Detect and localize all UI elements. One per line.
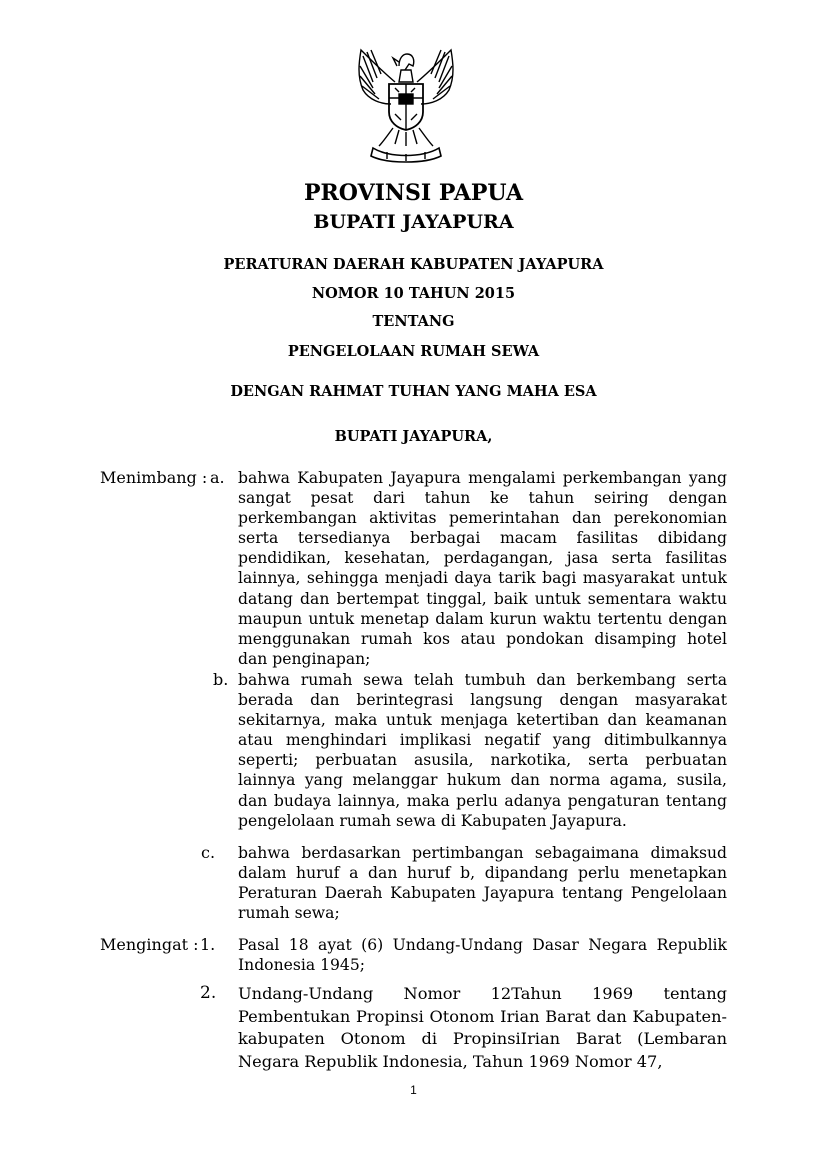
mengingat-item-2: Undang-Undang Nomor 12Tahun 1969 tentang Pembentukan Propinsi Otonom Irian Barat dan Kabupaten-kabupaten Otonom di PropinsiIrian Barat (Lembaran Negara Republik Indonesia, Tahun 1969 Nomor 47, xyxy=(238,984,727,1071)
about-heading: TENTANG xyxy=(372,313,455,330)
regulation-number: NOMOR 10 TAHUN 2015 xyxy=(311,285,516,302)
regent-title: BUPATI JAYAPURA xyxy=(313,211,514,233)
mengingat-item-1: Pasal 18 ayat (6) Undang-Undang Dasar Negara Republik Indonesia 1945; xyxy=(238,936,727,975)
menimbang-marker-b: b. xyxy=(213,670,229,689)
regulation-subject: PENGELOLAAN RUMAH SEWA xyxy=(287,343,540,360)
garuda-emblem xyxy=(343,42,469,166)
menimbang-label: Menimbang : xyxy=(100,468,208,487)
blessing-line: DENGAN RAHMAT TUHAN YANG MAHA ESA xyxy=(230,383,597,400)
menimbang-item-a: bahwa Kabupaten Jayapura mengalami perkembangan yang sangat pesat dari tahun ke tahun seiring dengan perkembangan aktivitas pemerintahan dan perekonomian serta tersedianya berbagai macam fasilitas dibidang pendidikan, kesehatan, perdagangan, jasa serta fasilitas lainnya, sehingga menjadi daya tarik bagi masyarakat untuk datang dan bertempat tinggal, baik untuk sementara waktu maupun untuk menetap dalam kurun waktu tertentu dengan menggunakan rumah kos atau pondokan disamping hotel dan penginapan; xyxy=(238,469,727,668)
page-number: 1 xyxy=(410,1083,417,1097)
mengingat-marker-2: 2. xyxy=(200,983,217,1003)
menimbang-marker-a: a. xyxy=(210,468,225,487)
mengingat-label: Mengingat : xyxy=(100,935,199,954)
speaker-line: BUPATI JAYAPURA, xyxy=(334,428,493,445)
mengingat-marker-1: 1. xyxy=(200,935,216,954)
regulation-title: PERATURAN DAERAH KABUPATEN JAYAPURA xyxy=(223,256,604,273)
province-title: PROVINSI PAPUA xyxy=(303,180,524,206)
menimbang-marker-c: c. xyxy=(201,843,216,862)
menimbang-item-b: bahwa rumah sewa telah tumbuh dan berkembang serta berada dan berintegrasi langsung dengan masyarakat sekitarnya, maka untuk menjaga ketertiban dan keamanan atau menghindari implikasi negatif yang ditimbulkannya seperti; perbuatan asusila, narkotika, serta perbuatan lainnya yang melanggar hukum dan norma agama, susila, dan budaya lainnya, maka perlu adanya pengaturan tentang pengelolaan rumah sewa di Kabupaten Jayapura. xyxy=(238,671,727,830)
menimbang-item-c: bahwa berdasarkan pertimbangan sebagaimana dimaksud dalam huruf a dan huruf b, dipandang perlu menetapkan Peraturan Daerah Kabupaten Jayapura tentang Pengelolaan rumah sewa; xyxy=(238,844,727,923)
